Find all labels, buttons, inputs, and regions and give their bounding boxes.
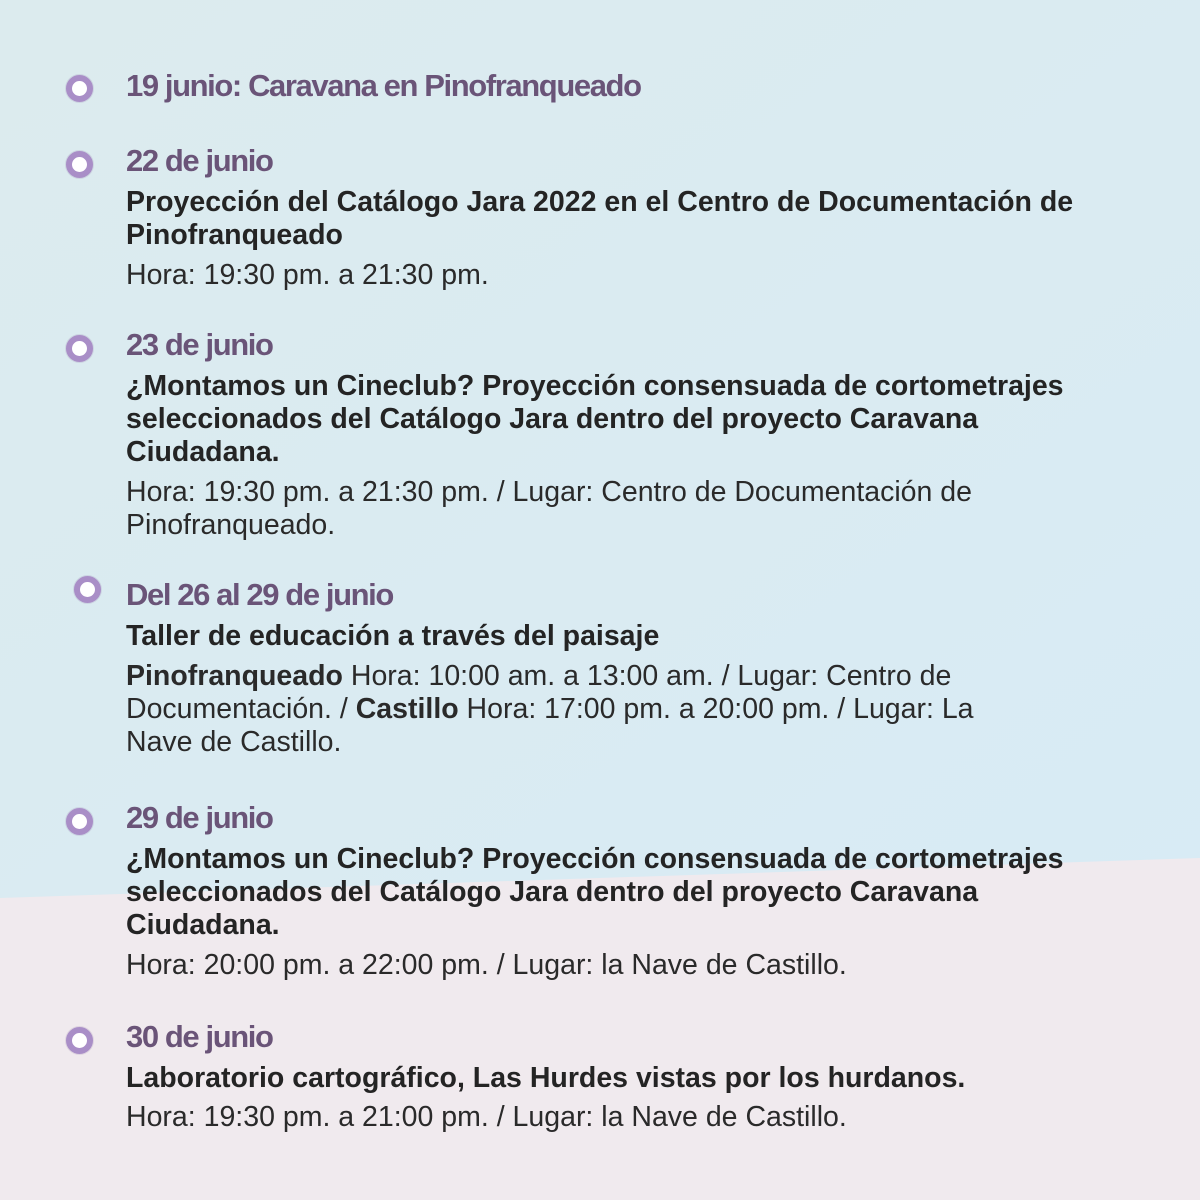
event-date: 30 de junio [126,1019,273,1054]
bullet-icon [66,808,93,835]
event-title: Proyección del Catálogo Jara 2022 en el Centro de Documentación de Pinofranqueado [126,186,1074,251]
bullet-icon [66,1027,93,1054]
bullet-icon [74,576,101,603]
event-title: Taller de educación a través del paisaje [126,620,660,652]
event-info: Hora: 19:30 pm. a 21:30 pm. / Lugar: Centro de Documentación de Pinofranqueado. [126,476,972,541]
event-info-text: Hora: 10:00 am. a 13:00 am. / Lugar: Centro de Documentación. / [126,660,952,725]
event-date: Del 26 al 29 de junio [126,577,393,612]
event-title: Laboratorio cartográfico, Las Hurdes vistas por los hurdanos. [126,1062,966,1094]
event-place: Castillo [355,693,459,725]
event-info-text: Hora: 17:00 pm. a 20:00 pm. / Lugar: La Nave de Castillo. [126,693,974,758]
bullet-icon [66,335,93,362]
event-date: 19 junio: Caravana en Pinofranqueado [126,68,641,103]
event-info: Hora: 19:30 pm. a 21:30 pm. [126,259,489,291]
event-info [126,660,1046,759]
event-date: 23 de junio [126,327,273,362]
event-date: 22 de junio [126,143,273,178]
bullet-icon [66,75,93,102]
event-title: ¿Montamos un Cineclub? Proyección consensuada de cortometrajes seleccionados del Catálogo Jara dentro del proyecto Caravana Ciudadana. [126,370,1064,468]
event-date: 29 de junio [126,800,273,835]
event-info: Hora: 19:30 pm. a 21:00 pm. / Lugar: la Nave de Castillo. [126,1101,847,1133]
event-place: Pinofranqueado [126,660,343,692]
event-title: ¿Montamos un Cineclub? Proyección consensuada de cortometrajes seleccionados del Catálogo Jara dentro del proyecto Caravana Ciudadana. [126,843,1064,941]
event-info: Hora: 20:00 pm. a 22:00 pm. / Lugar: la Nave de Castillo. [126,949,847,981]
bullet-icon [66,151,93,178]
